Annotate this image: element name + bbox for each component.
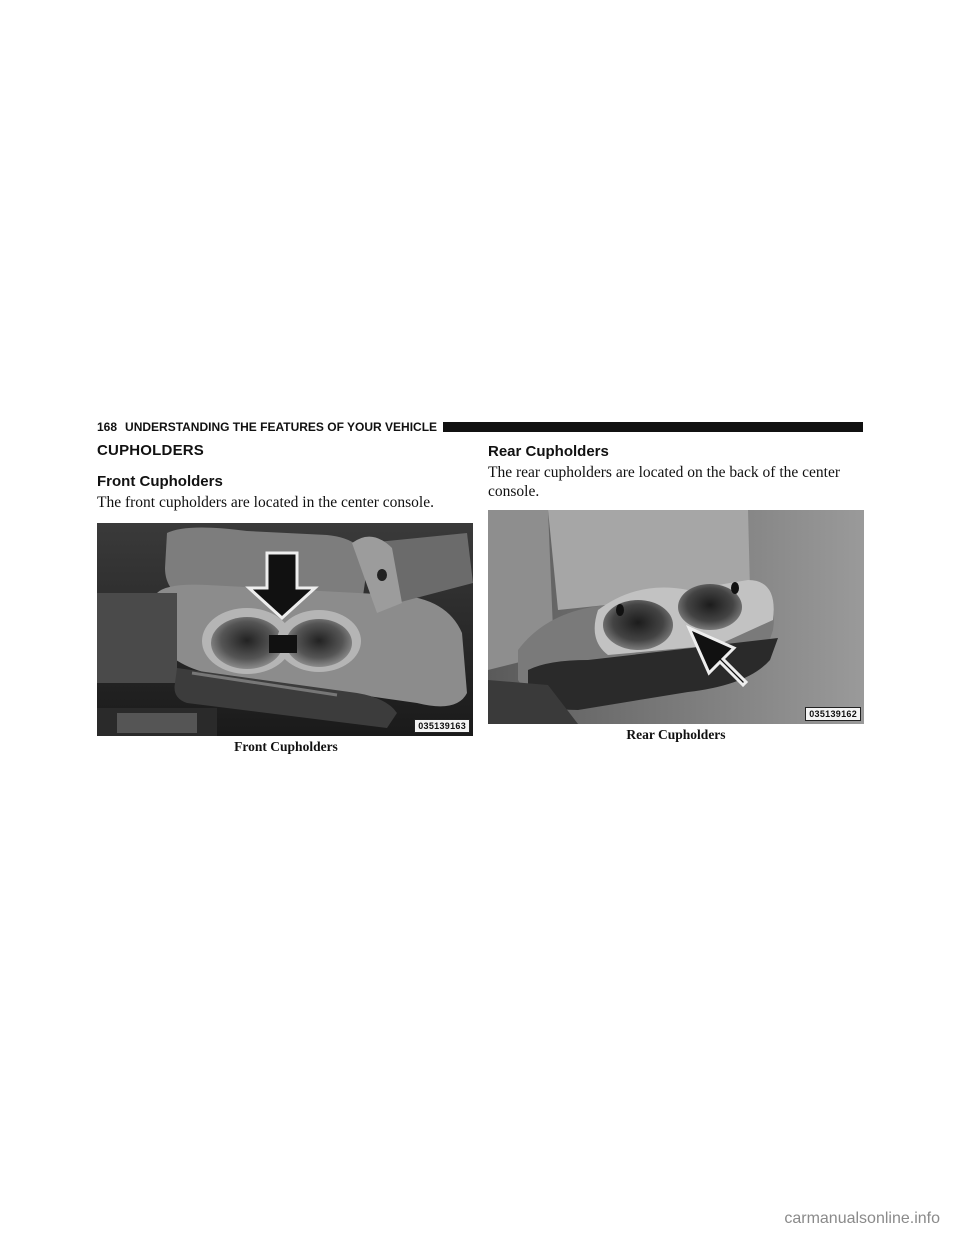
rear-cupholders-text: The rear cupholders are located on the back of the center console. (488, 464, 841, 500)
rear-console-drawing (488, 510, 864, 724)
rear-cupholders-caption: Rear Cupholders (626, 727, 726, 742)
main-heading: CUPHOLDERS (97, 442, 205, 459)
rear-cupholders-illustration (488, 510, 864, 724)
header-rule (443, 422, 863, 432)
front-cupholders-caption: Front Cupholders (234, 739, 338, 754)
figure-id: 035139163 (414, 719, 470, 733)
rear-cupholders-heading: Rear Cupholders (488, 443, 609, 460)
page-number: 168 (97, 420, 118, 434)
front-cupholders-heading: Front Cupholders (97, 473, 223, 490)
left-column (97, 440, 475, 755)
figure-id: 035139162 (805, 707, 861, 721)
front-console-drawing (97, 523, 473, 736)
front-cupholders-text: The front cupholders are located in the center console. (97, 494, 434, 511)
site-watermark: carmanualsonline.info (784, 1210, 940, 1227)
running-header (97, 419, 863, 435)
section-title: UNDERSTANDING THE FEATURES OF YOUR VEHICLE (125, 420, 438, 434)
front-cupholders-illustration (97, 523, 473, 736)
right-column (488, 440, 864, 743)
